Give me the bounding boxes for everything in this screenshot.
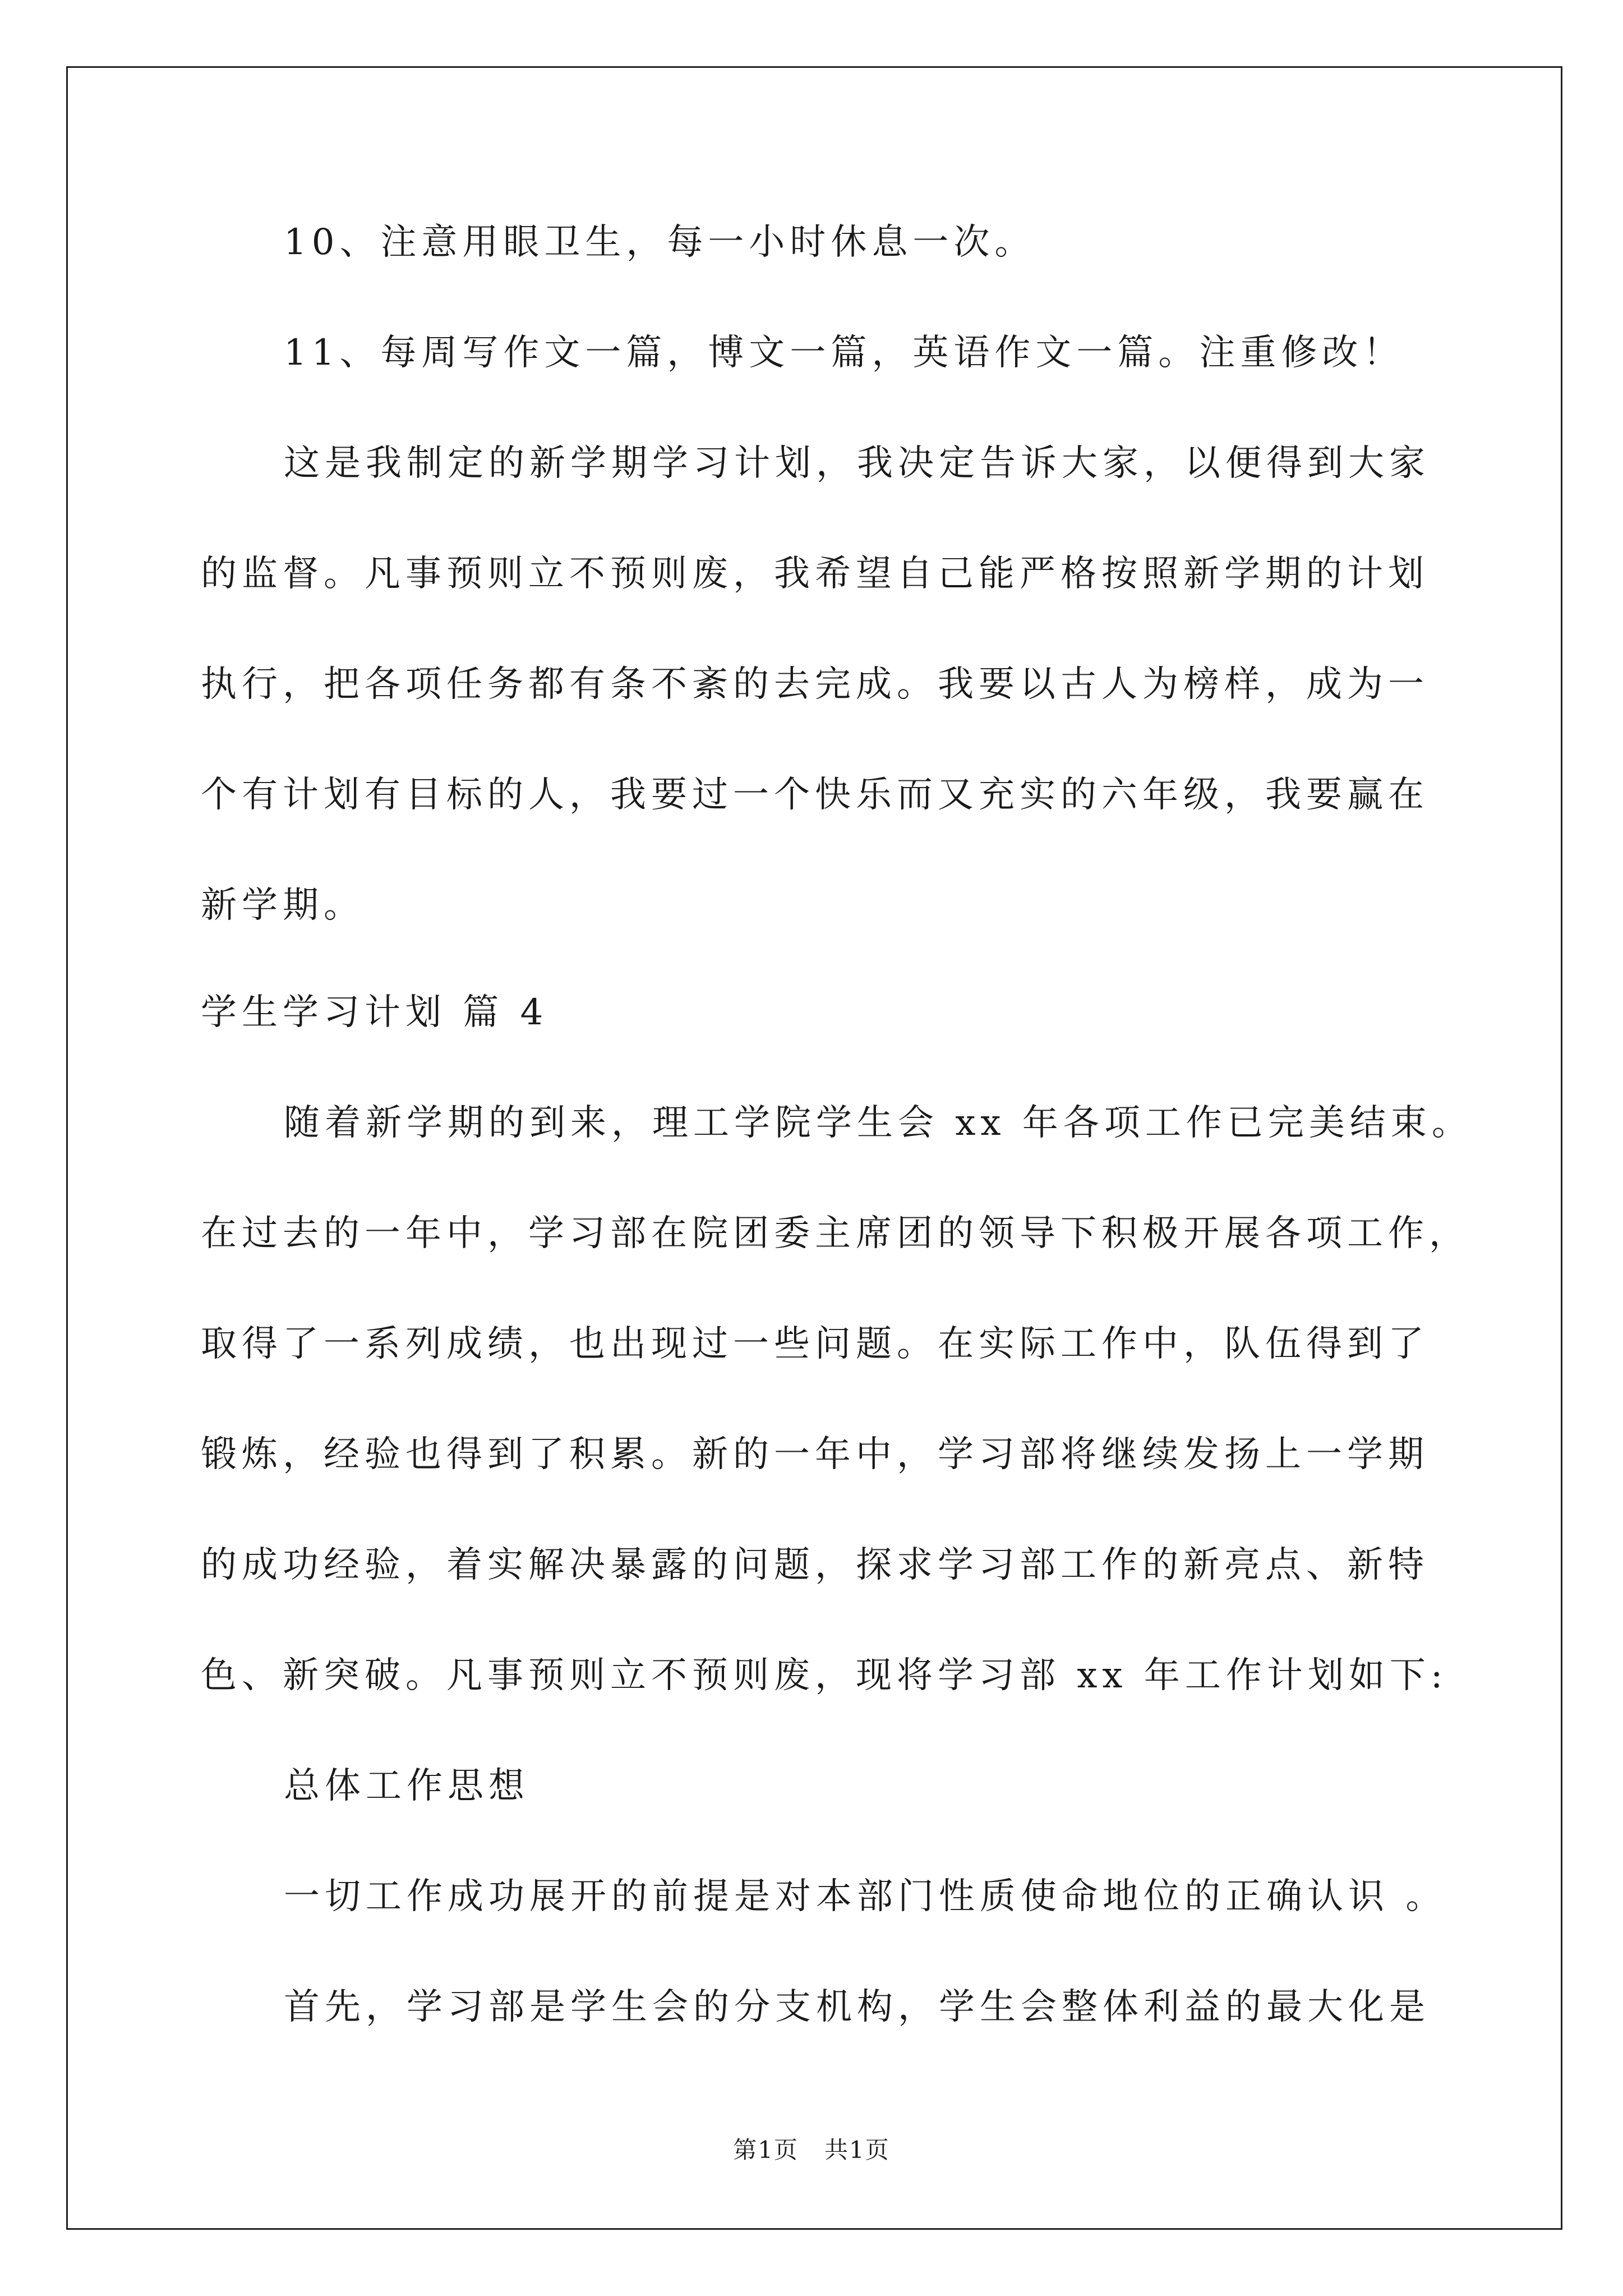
page-number-footer: 第1页 共1页 <box>733 2136 890 2164</box>
paragraph-line: 新学期。 <box>201 885 365 926</box>
paragraph-line: 这是我制定的新学期学习计划，我决定告诉大家，以便得到大家 <box>284 443 1430 484</box>
paragraph-line: 的监督。凡事预则立不预则废，我希望自己能严格按照新学期的计划 <box>201 553 1429 595</box>
paragraph-line: 个有计划有目标的人，我要过一个快乐而又充实的六年级，我要赢在 <box>201 774 1429 816</box>
paragraph-line: 色、新突破。凡事预则立不预则废，现将学习部 xx 年工作计划如下: <box>201 1655 1448 1696</box>
section-heading: 学生学习计划 篇 4 <box>201 992 548 1033</box>
subheading: 总体工作思想 <box>284 1765 529 1807</box>
paragraph-line: 执行，把各项任务都有条不紊的去完成。我要以古人为榜样，成为一 <box>201 664 1429 705</box>
list-item-11: 11、每周写作文一篇，博文一篇，英语作文一篇。注重修改！ <box>284 332 1404 374</box>
paragraph-line: 在过去的一年中，学习部在院团委主席团的领导下积极开展各项工作， <box>201 1213 1470 1254</box>
paragraph-line: 取得了一系列成绩，也出现过一些问题。在实际工作中，队伍得到了 <box>201 1323 1429 1365</box>
paragraph-line: 随着新学期的到来，理工学院学生会 xx 年各项工作已完美结束。 <box>284 1102 1473 1144</box>
paragraph-line: 锻炼，经验也得到了积累。新的一年中，学习部将继续发扬上一学期 <box>201 1434 1429 1475</box>
paragraph-line: 的成功经验，着实解决暴露的问题，探求学习部工作的新亮点、新特 <box>201 1544 1429 1586</box>
list-item-10: 10、注意用眼卫生，每一小时休息一次。 <box>284 222 1036 263</box>
paragraph-line: 首先，学习部是学生会的分支机构，学生会整体利益的最大化是 <box>284 1986 1430 2028</box>
paragraph-line: 一切工作成功展开的前提是对本部门性质使命地位的正确认识 。 <box>284 1876 1447 1917</box>
